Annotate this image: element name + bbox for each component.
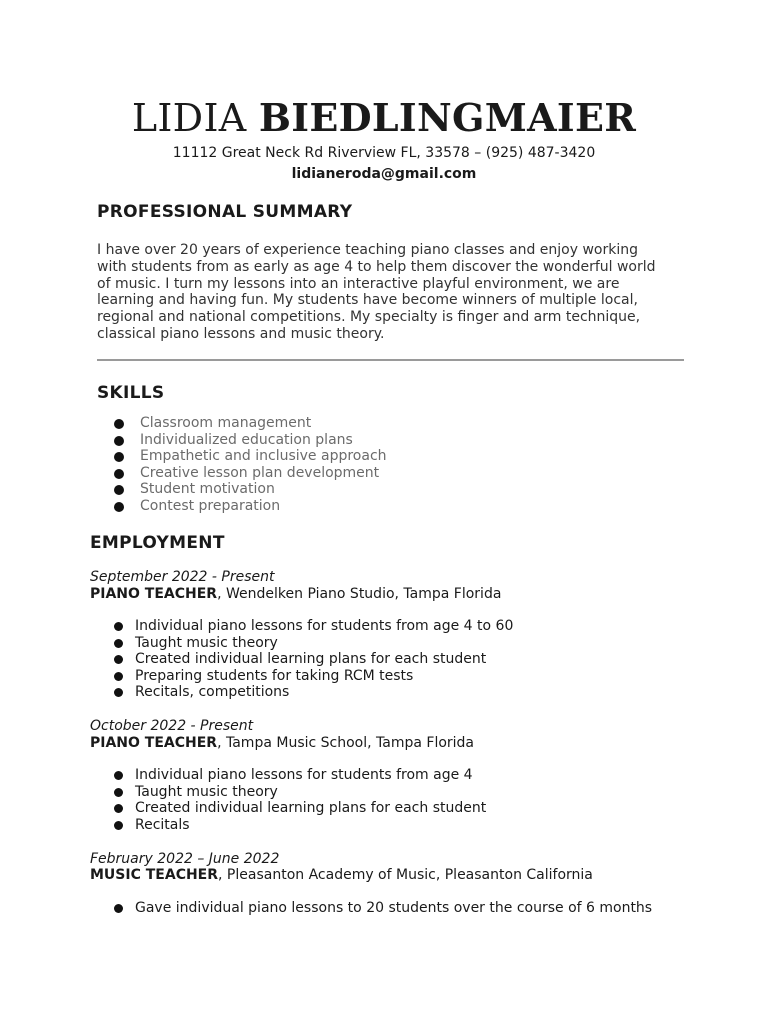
skill-item [111, 481, 387, 498]
job-duty [111, 635, 513, 652]
duty-text: Individual piano lessons for students from age 4 [135, 767, 473, 783]
skill-item [111, 415, 387, 432]
bullet-icon [114, 639, 123, 648]
skill-item [111, 448, 387, 465]
bullet-icon [114, 771, 123, 780]
job-title-line [90, 585, 501, 603]
job-duty [111, 800, 486, 817]
bullet-icon [114, 904, 123, 913]
section-divider [97, 359, 684, 361]
skill-label: Contest preparation [140, 497, 281, 514]
skill-label: Individualized education plans [140, 431, 353, 448]
job-duty [111, 618, 513, 635]
job-title-line [90, 866, 593, 884]
summary-text [97, 242, 687, 343]
contact-line: 11112 Great Neck Rd Riverview FL, 33578 – (925) 487-3420 [172, 145, 596, 161]
summary-line: regional and national competitions. My specialty is finger and arm technique, [97, 309, 641, 326]
first-name: LIDIA [131, 96, 247, 140]
duty-text: Recitals [135, 816, 190, 833]
job-duty [111, 668, 513, 685]
bullet-icon [114, 485, 124, 495]
job-duties-list [111, 618, 513, 701]
duty-text: Taught music theory [135, 783, 278, 800]
job-duties-list [111, 900, 652, 917]
skill-label: Empathetic and inclusive approach [140, 448, 387, 465]
bullet-icon [114, 655, 123, 664]
job-duty [111, 684, 513, 701]
job-duty [111, 784, 486, 801]
skill-label: Classroom management [140, 415, 312, 431]
summary-line: I have over 20 years of experience teaching piano classes and enjoy working [97, 242, 638, 258]
bullet-icon [114, 804, 123, 813]
last-name: BIEDLINGMAIER [258, 95, 637, 140]
summary-line: of music. I turn my lessons into an interactive playful environment, we are [97, 275, 620, 292]
job-title: MUSIC TEACHER [90, 867, 219, 883]
bullet-icon [114, 436, 124, 446]
skill-item [111, 498, 387, 515]
bullet-icon [114, 672, 123, 681]
duty-text: Preparing students for taking RCM tests [135, 667, 414, 684]
skill-label: Student motivation [140, 481, 275, 498]
job-duty [111, 900, 652, 917]
employment-heading: EMPLOYMENT [90, 533, 225, 553]
summary-heading: PROFESSIONAL SUMMARY [97, 202, 353, 222]
job-date: September 2022 - Present [90, 569, 275, 585]
job-employer: , Pleasanton Academy of Music, Pleasanton California [218, 867, 593, 883]
email-address[interactable]: lidianeroda@gmail.com [291, 166, 477, 182]
skill-label: Creative lesson plan development [140, 464, 380, 481]
skills-list [111, 415, 387, 515]
duty-text: Recitals, competitions [135, 684, 290, 701]
bullet-icon [114, 502, 124, 512]
bullet-icon [114, 469, 124, 479]
duty-text: Gave individual piano lessons to 20 students over the course of 6 months [135, 900, 653, 916]
bullet-icon [114, 788, 123, 797]
job-title: PIANO TEACHER [90, 735, 218, 751]
bullet-icon [114, 452, 124, 462]
duty-text: Created individual learning plans for each student [135, 651, 487, 668]
duty-text: Created individual learning plans for each student [135, 800, 487, 817]
summary-line: with students from as early as age 4 to help them discover the wonderful world [97, 258, 656, 275]
summary-line: learning and having fun. My students have become winners of multiple local, [97, 292, 638, 309]
job-date: February 2022 – June 2022 [90, 851, 280, 867]
bullet-icon [114, 419, 124, 429]
skills-heading: SKILLS [97, 383, 165, 403]
duty-text: Individual piano lessons for students from age 4 to 60 [135, 618, 514, 634]
bullet-icon [114, 688, 123, 697]
job-date: October 2022 - Present [90, 718, 254, 734]
job-duty [111, 767, 486, 784]
job-duty [111, 651, 513, 668]
job-title-line [90, 734, 474, 752]
summary-line: classical piano lessons and music theory. [97, 325, 385, 342]
bullet-icon [114, 622, 123, 631]
job-duty [111, 817, 486, 834]
job-employer: , Tampa Music School, Tampa Florida [217, 735, 475, 751]
bullet-icon [114, 821, 123, 830]
duty-text: Taught music theory [135, 634, 278, 651]
skill-item [111, 465, 387, 482]
candidate-name [0, 92, 768, 144]
job-duties-list [111, 767, 486, 833]
job-title: PIANO TEACHER [90, 586, 218, 602]
job-employer: , Wendelken Piano Studio, Tampa Florida [217, 586, 502, 602]
skill-item [111, 432, 387, 449]
